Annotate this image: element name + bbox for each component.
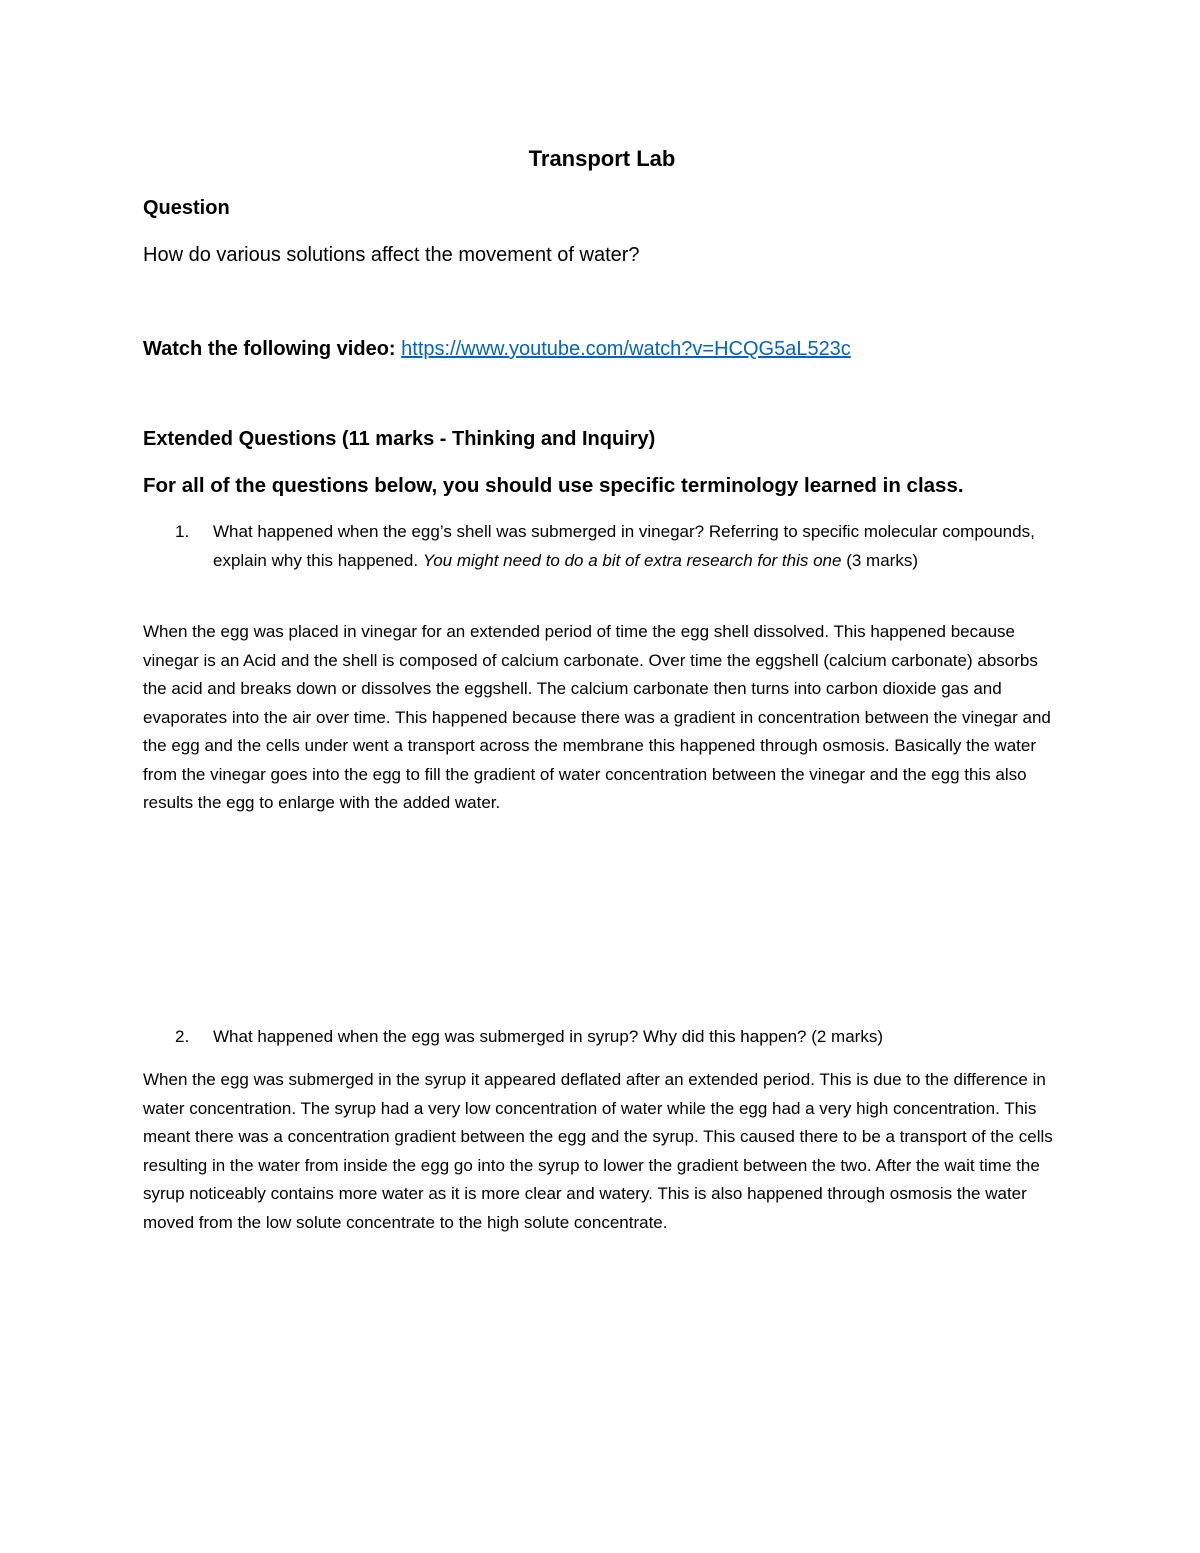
video-line (143, 335, 1061, 363)
question-heading: Question (143, 197, 230, 219)
question-1-note: You might need to do a bit of extra research for this one (422, 550, 842, 570)
answer-1: When the egg was placed in vinegar for an extended period of time the egg shell dissolved. This happened because vinegar is an Acid and the shell is composed of calcium carbonate. Over time the eggshell (calcium carbonate) absorbs the acid and breaks down or dissolves the eggshell. The calcium carbonate then turns into carbon dioxide gas and evaporates into the air over time. This happened because there was a gradient in concentration between the vinegar and the egg and the cells under went a transport across the membrane this happened through osmosis. Basically the water from the vinegar goes into the egg to fill the gradient of water concentration between the vinegar and the egg this also results the egg to enlarge with the added water. (143, 622, 1051, 812)
question-1-text: What happened when the egg’s shell was submerged in vinegar? Referring to specific molecular compounds, explain why this happened. (213, 522, 1035, 570)
video-link[interactable]: https://www.youtube.com/watch?v=HCQG5aL523c (401, 338, 851, 360)
question-1-marks: (3 marks) (846, 550, 918, 570)
extended-questions-heading: Extended Questions (11 marks - Thinking and Inquiry) (143, 428, 656, 450)
video-label: Watch the following video: (143, 338, 396, 360)
question-2-number: 2. (175, 1027, 190, 1046)
instruction-text: For all of the questions below, you should use specific terminology learned in class. (143, 474, 964, 497)
document-title: Transport Lab (528, 146, 676, 171)
question-1-number: 1. (175, 522, 190, 541)
answer-2: When the egg was submerged in the syrup it appeared deflated after an extended period. This is due to the difference in water concentration. The syrup had a very low concentration of water while the egg had a very high concentration. This meant there was a concentration gradient between the egg and the syrup. This caused there to be a transport of the cells resulting in the water from inside the egg go into the syrup to lower the gradient between the two. After the wait time the syrup noticeably contains more water as it is more clear and watery. This is also happened through osmosis the water moved from the low solute concentrate to the high solute concentrate. (143, 1070, 1053, 1232)
question-text: How do various solutions affect the movement of water? (143, 244, 640, 266)
question-2-text: What happened when the egg was submerged in syrup? Why did this happen? (2 marks) (213, 1027, 883, 1046)
question-1-body (213, 518, 1063, 575)
